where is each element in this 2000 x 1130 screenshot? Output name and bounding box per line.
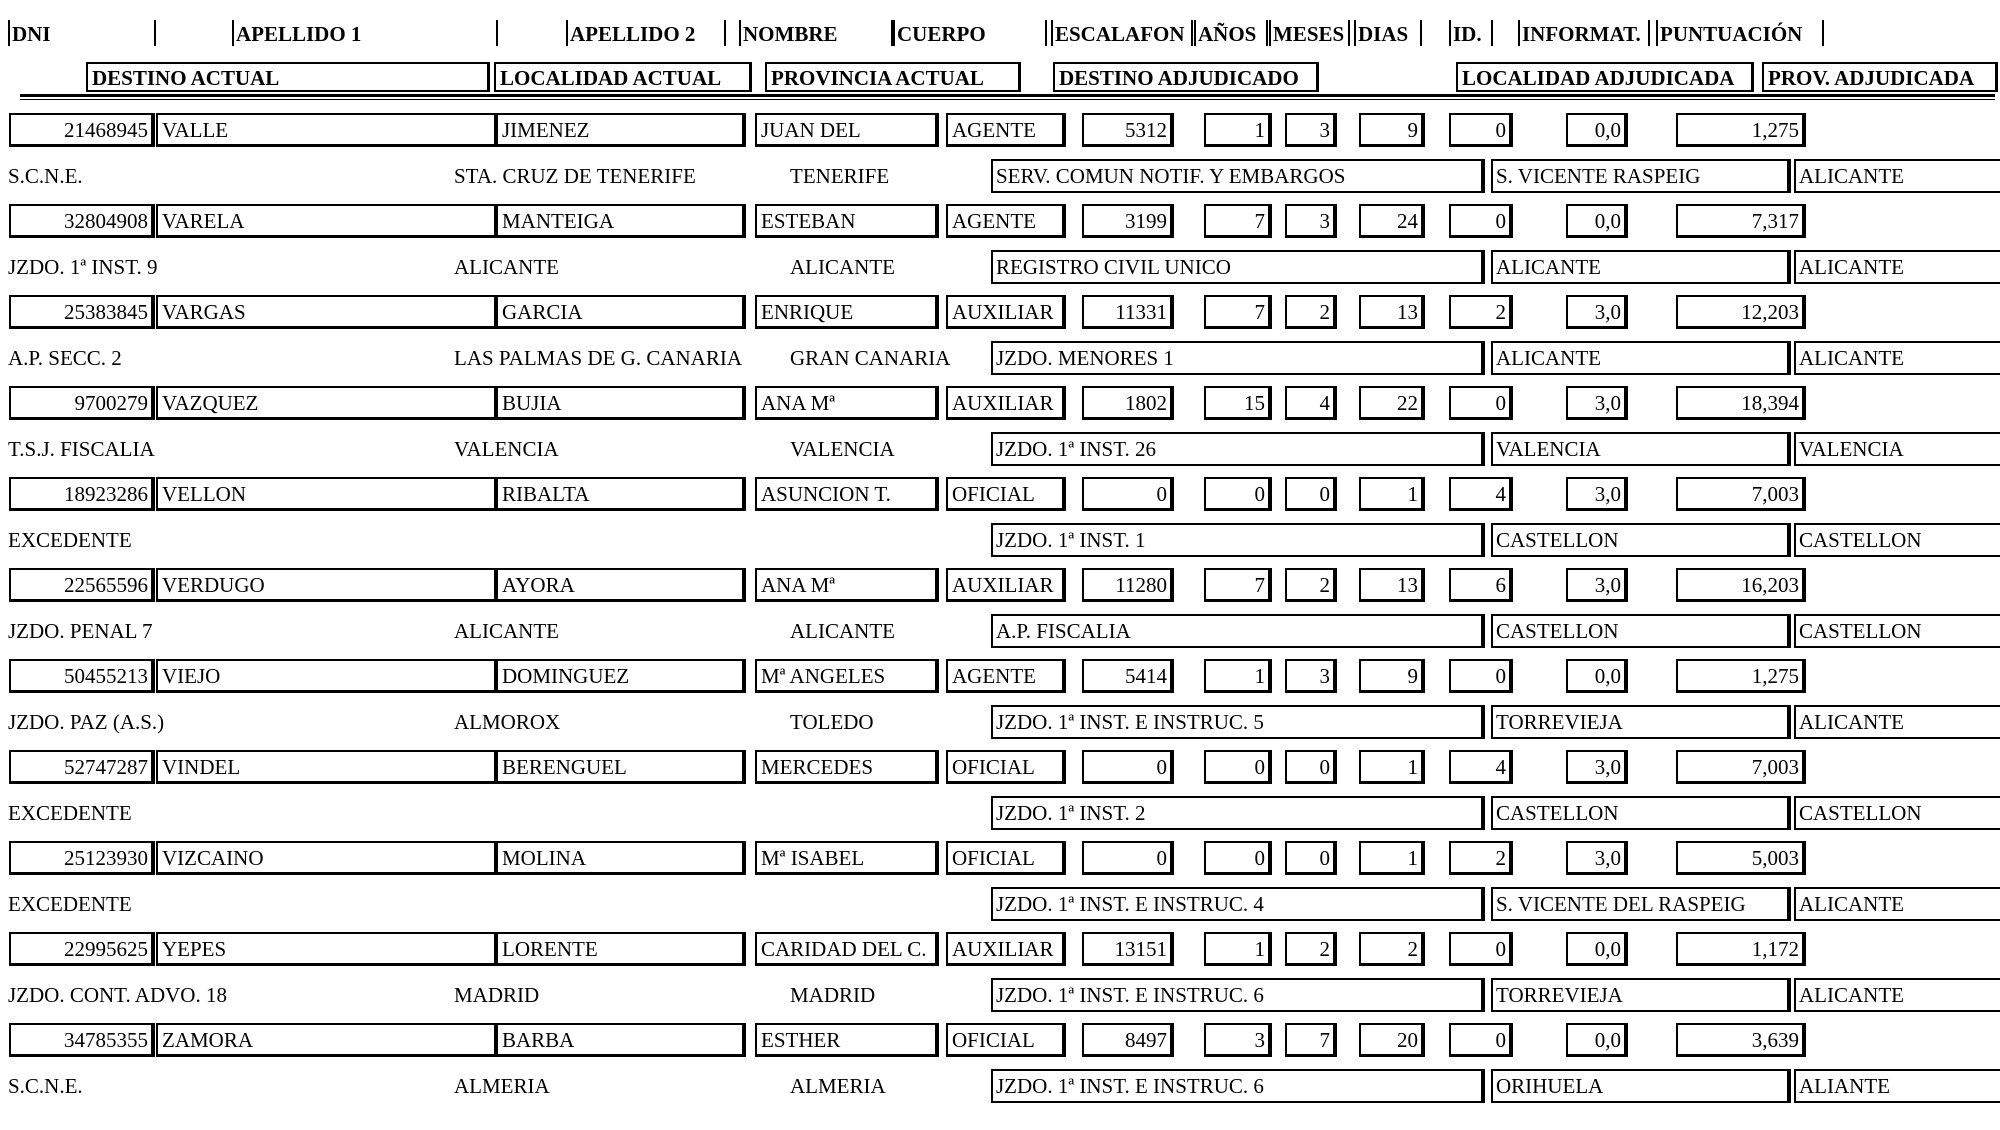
cell-ap2: AYORA: [496, 568, 746, 602]
cell-destino-actual: JZDO. CONT. ADVO. 18: [8, 983, 227, 1007]
cell-puntuacion: 3,639: [1676, 1023, 1806, 1057]
cell-destino-actual: S.C.N.E.: [8, 164, 83, 188]
cell-nombre: ANA Mª: [755, 386, 939, 420]
cell-meses: 7: [1285, 1023, 1337, 1057]
cell-provincia-actual: ALICANTE: [790, 255, 895, 279]
cell-localidad-actual: LAS PALMAS DE G. CANARIA: [454, 346, 743, 370]
cell-ap1: VELLON: [156, 477, 498, 511]
cell-puntuacion: 1,275: [1676, 113, 1806, 147]
cell-prov-adjudicada: VALENCIA: [1794, 432, 2000, 466]
cell-puntuacion: 18,394: [1676, 386, 1806, 420]
cell-puntuacion: 1,275: [1676, 659, 1806, 693]
cell-ap2: MOLINA: [496, 841, 746, 875]
cell-localidad-adjudicada: TORREVIEJA: [1491, 705, 1791, 739]
cell-cuerpo: AUXILIAR: [946, 295, 1066, 329]
cell-escalafon: 8497: [1082, 1023, 1174, 1057]
cell-id: 4: [1449, 750, 1513, 784]
cell-nombre: Mª ISABEL: [755, 841, 939, 875]
cell-informat: 3,0: [1566, 568, 1628, 602]
cell-informat: 0,0: [1566, 659, 1628, 693]
cell-provincia-actual: ALMERIA: [790, 1074, 886, 1098]
cell-destino-adjudicado: SERV. COMUN NOTIF. Y EMBARGOS: [991, 159, 1485, 193]
cell-destino-actual: JZDO. PAZ (A.S.): [8, 710, 165, 734]
cell-id: 0: [1449, 659, 1513, 693]
cell-ap1: VINDEL: [156, 750, 498, 784]
cell-ap2: RIBALTA: [496, 477, 746, 511]
cell-ap2: JIMENEZ: [496, 113, 746, 147]
cell-ap1: VARELA: [156, 204, 498, 238]
cell-cuerpo: AGENTE: [946, 659, 1066, 693]
cell-puntuacion: 7,003: [1676, 477, 1806, 511]
header-dni: DNI: [8, 20, 156, 46]
cell-escalafon: 3199: [1082, 204, 1174, 238]
cell-cuerpo: AUXILIAR: [946, 386, 1066, 420]
cell-nombre: ASUNCION T.: [755, 477, 939, 511]
cell-id: 0: [1449, 1023, 1513, 1057]
cell-escalafon: 0: [1082, 841, 1174, 875]
cell-anos: 3: [1204, 1023, 1272, 1057]
cell-prov-adjudicada: ALICANTE: [1794, 705, 2000, 739]
cell-dias: 1: [1359, 477, 1425, 511]
cell-meses: 0: [1285, 750, 1337, 784]
cell-localidad-actual: VALENCIA: [454, 437, 559, 461]
cell-nombre: ESTHER: [755, 1023, 939, 1057]
cell-dias: 22: [1359, 386, 1425, 420]
cell-anos: 0: [1204, 841, 1272, 875]
cell-destino-actual: EXCEDENTE: [8, 892, 132, 916]
cell-nombre: ENRIQUE: [755, 295, 939, 329]
cell-nombre: JUAN DEL: [755, 113, 939, 147]
cell-localidad-adjudicada: S. VICENTE RASPEIG: [1491, 159, 1791, 193]
cell-destino-actual: S.C.N.E.: [8, 1074, 83, 1098]
cell-nombre: Mª ANGELES: [755, 659, 939, 693]
cell-dni: 22565596: [9, 568, 155, 602]
cell-dias: 9: [1359, 113, 1425, 147]
cell-anos: 1: [1204, 932, 1272, 966]
cell-ap1: VERDUGO: [156, 568, 498, 602]
cell-provincia-actual: MADRID: [790, 983, 876, 1007]
cell-anos: 7: [1204, 568, 1272, 602]
cell-informat: 3,0: [1566, 841, 1628, 875]
cell-anos: 0: [1204, 477, 1272, 511]
cell-escalafon: 5414: [1082, 659, 1174, 693]
header-apellido1: APELLIDO 1: [232, 20, 498, 46]
header-puntuacion: PUNTUACIÓN: [1656, 20, 1824, 46]
header-escalafon: ESCALAFON: [1051, 20, 1193, 46]
cell-id: 2: [1449, 295, 1513, 329]
cell-localidad-adjudicada: S. VICENTE DEL RASPEIG: [1491, 887, 1791, 921]
cell-dni: 25123930: [9, 841, 155, 875]
cell-meses: 2: [1285, 295, 1337, 329]
cell-prov-adjudicada: ALICANTE: [1794, 341, 2000, 375]
header-dias: DIAS: [1354, 20, 1422, 46]
cell-prov-adjudicada: ALICANTE: [1794, 978, 2000, 1012]
cell-localidad-adjudicada: CASTELLON: [1491, 796, 1791, 830]
cell-localidad-adjudicada: VALENCIA: [1491, 432, 1791, 466]
cell-destino-adjudicado: JZDO. 1ª INST. E INSTRUC. 6: [991, 1069, 1485, 1103]
cell-ap2: LORENTE: [496, 932, 746, 966]
cell-localidad-actual: ALICANTE: [454, 255, 559, 279]
cell-anos: 0: [1204, 750, 1272, 784]
cell-escalafon: 1802: [1082, 386, 1174, 420]
cell-dni: 32804908: [9, 204, 155, 238]
cell-cuerpo: AGENTE: [946, 204, 1066, 238]
cell-nombre: CARIDAD DEL C.: [755, 932, 939, 966]
cell-escalafon: 5312: [1082, 113, 1174, 147]
cell-informat: 3,0: [1566, 477, 1628, 511]
header-prov-adjudicada: PROV. ADJUDICADA: [1762, 62, 1998, 92]
header-cuerpo: CUERPO: [893, 20, 1047, 46]
cell-dni: 34785355: [9, 1023, 155, 1057]
cell-informat: 0,0: [1566, 1023, 1628, 1057]
header-destino-adjudicado: DESTINO ADJUDICADO: [1053, 62, 1319, 92]
cell-provincia-actual: TOLEDO: [790, 710, 874, 734]
cell-destino-adjudicado: JZDO. 1ª INST. E INSTRUC. 6: [991, 978, 1485, 1012]
cell-dias: 20: [1359, 1023, 1425, 1057]
cell-ap1: YEPES: [156, 932, 498, 966]
cell-localidad-actual: STA. CRUZ DE TENERIFE: [454, 164, 696, 188]
cell-meses: 0: [1285, 841, 1337, 875]
cell-ap1: VIZCAINO: [156, 841, 498, 875]
cell-escalafon: 11280: [1082, 568, 1174, 602]
cell-destino-adjudicado: JZDO. 1ª INST. E INSTRUC. 4: [991, 887, 1485, 921]
cell-ap2: GARCIA: [496, 295, 746, 329]
cell-prov-adjudicada: CASTELLON: [1794, 796, 2000, 830]
cell-dias: 9: [1359, 659, 1425, 693]
cell-prov-adjudicada: CASTELLON: [1794, 614, 2000, 648]
cell-nombre: ESTEBAN: [755, 204, 939, 238]
header-localidad-actual: LOCALIDAD ACTUAL: [494, 62, 752, 92]
header-anos: AÑOS: [1194, 20, 1268, 46]
cell-destino-adjudicado: JZDO. 1ª INST. E INSTRUC. 5: [991, 705, 1485, 739]
header-localidad-adjudicada: LOCALIDAD ADJUDICADA: [1456, 62, 1754, 92]
cell-cuerpo: OFICIAL: [946, 1023, 1066, 1057]
cell-dni: 52747287: [9, 750, 155, 784]
cell-prov-adjudicada: CASTELLON: [1794, 523, 2000, 557]
cell-destino-actual: EXCEDENTE: [8, 528, 132, 552]
cell-escalafon: 13151: [1082, 932, 1174, 966]
cell-puntuacion: 1,172: [1676, 932, 1806, 966]
cell-prov-adjudicada: ALICANTE: [1794, 159, 2000, 193]
cell-provincia-actual: VALENCIA: [790, 437, 895, 461]
cell-destino-adjudicado: A.P. FISCALIA: [991, 614, 1485, 648]
cell-dni: 18923286: [9, 477, 155, 511]
cell-cuerpo: AUXILIAR: [946, 932, 1066, 966]
cell-id: 0: [1449, 113, 1513, 147]
cell-destino-actual: JZDO. 1ª INST. 9: [8, 255, 158, 279]
cell-provincia-actual: GRAN CANARIA: [790, 346, 951, 370]
cell-meses: 0: [1285, 477, 1337, 511]
cell-destino-actual: A.P. SECC. 2: [8, 346, 122, 370]
cell-dni: 9700279: [9, 386, 155, 420]
cell-puntuacion: 5,003: [1676, 841, 1806, 875]
cell-informat: 0,0: [1566, 932, 1628, 966]
cell-dias: 24: [1359, 204, 1425, 238]
cell-prov-adjudicada: ALICANTE: [1794, 887, 2000, 921]
cell-escalafon: 0: [1082, 750, 1174, 784]
cell-localidad-adjudicada: TORREVIEJA: [1491, 978, 1791, 1012]
cell-anos: 15: [1204, 386, 1272, 420]
cell-ap2: DOMINGUEZ: [496, 659, 746, 693]
cell-destino-adjudicado: JZDO. 1ª INST. 2: [991, 796, 1485, 830]
cell-id: 6: [1449, 568, 1513, 602]
cell-id: 0: [1449, 204, 1513, 238]
cell-informat: 3,0: [1566, 750, 1628, 784]
cell-provincia-actual: ALICANTE: [790, 619, 895, 643]
cell-ap1: VALLE: [156, 113, 498, 147]
cell-informat: 0,0: [1566, 204, 1628, 238]
cell-nombre: MERCEDES: [755, 750, 939, 784]
cell-destino-adjudicado: REGISTRO CIVIL UNICO: [991, 250, 1485, 284]
cell-destino-actual: T.S.J. FISCALIA: [8, 437, 155, 461]
cell-puntuacion: 7,317: [1676, 204, 1806, 238]
cell-localidad-adjudicada: ALICANTE: [1491, 341, 1791, 375]
cell-cuerpo: OFICIAL: [946, 477, 1066, 511]
cell-destino-adjudicado: JZDO. 1ª INST. 1: [991, 523, 1485, 557]
header-meses: MESES: [1269, 20, 1350, 46]
cell-nombre: ANA Mª: [755, 568, 939, 602]
cell-puntuacion: 16,203: [1676, 568, 1806, 602]
cell-informat: 0,0: [1566, 113, 1628, 147]
cell-anos: 7: [1204, 204, 1272, 238]
cell-localidad-adjudicada: ALICANTE: [1491, 250, 1791, 284]
cell-dias: 13: [1359, 568, 1425, 602]
cell-localidad-adjudicada: CASTELLON: [1491, 523, 1791, 557]
cell-ap1: VAZQUEZ: [156, 386, 498, 420]
cell-ap1: VARGAS: [156, 295, 498, 329]
header-provincia-actual: PROVINCIA ACTUAL: [765, 62, 1021, 92]
header-rule-thin: [20, 99, 1995, 100]
cell-destino-adjudicado: JZDO. MENORES 1: [991, 341, 1485, 375]
header-apellido2: APELLIDO 2: [566, 20, 726, 46]
cell-dias: 1: [1359, 750, 1425, 784]
header-rule: [20, 94, 1995, 97]
cell-meses: 4: [1285, 386, 1337, 420]
cell-prov-adjudicada: ALIANTE: [1794, 1069, 2000, 1103]
cell-dias: 13: [1359, 295, 1425, 329]
cell-puntuacion: 7,003: [1676, 750, 1806, 784]
cell-anos: 1: [1204, 659, 1272, 693]
cell-ap2: BERENGUEL: [496, 750, 746, 784]
cell-localidad-adjudicada: ORIHUELA: [1491, 1069, 1791, 1103]
cell-meses: 2: [1285, 568, 1337, 602]
header-id: ID.: [1449, 20, 1493, 46]
cell-destino-actual: JZDO. PENAL 7: [8, 619, 153, 643]
cell-escalafon: 0: [1082, 477, 1174, 511]
cell-destino-adjudicado: JZDO. 1ª INST. 26: [991, 432, 1485, 466]
cell-destino-actual: EXCEDENTE: [8, 801, 132, 825]
cell-ap1: VIEJO: [156, 659, 498, 693]
cell-provincia-actual: TENERIFE: [790, 164, 890, 188]
cell-ap2: BARBA: [496, 1023, 746, 1057]
cell-id: 4: [1449, 477, 1513, 511]
cell-dni: 25383845: [9, 295, 155, 329]
cell-informat: 3,0: [1566, 295, 1628, 329]
header-nombre: NOMBRE: [739, 20, 893, 46]
cell-dni: 50455213: [9, 659, 155, 693]
cell-localidad-actual: MADRID: [454, 983, 540, 1007]
header-destino-actual: DESTINO ACTUAL: [86, 62, 490, 92]
cell-prov-adjudicada: ALICANTE: [1794, 250, 2000, 284]
cell-cuerpo: OFICIAL: [946, 841, 1066, 875]
cell-dni: 21468945: [9, 113, 155, 147]
cell-meses: 3: [1285, 204, 1337, 238]
cell-dias: 1: [1359, 841, 1425, 875]
cell-informat: 3,0: [1566, 386, 1628, 420]
cell-cuerpo: AGENTE: [946, 113, 1066, 147]
cell-id: 2: [1449, 841, 1513, 875]
cell-cuerpo: OFICIAL: [946, 750, 1066, 784]
cell-anos: 7: [1204, 295, 1272, 329]
cell-ap2: MANTEIGA: [496, 204, 746, 238]
cell-meses: 3: [1285, 113, 1337, 147]
cell-cuerpo: AUXILIAR: [946, 568, 1066, 602]
cell-localidad-adjudicada: CASTELLON: [1491, 614, 1791, 648]
cell-puntuacion: 12,203: [1676, 295, 1806, 329]
cell-localidad-actual: ALMERIA: [454, 1074, 550, 1098]
cell-id: 0: [1449, 386, 1513, 420]
cell-dias: 2: [1359, 932, 1425, 966]
cell-dni: 22995625: [9, 932, 155, 966]
cell-localidad-actual: ALICANTE: [454, 619, 559, 643]
cell-id: 0: [1449, 932, 1513, 966]
header-informat: INFORMAT.: [1518, 20, 1650, 46]
cell-localidad-actual: ALMOROX: [454, 710, 561, 734]
cell-ap2: BUJIA: [496, 386, 746, 420]
cell-ap1: ZAMORA: [156, 1023, 498, 1057]
cell-meses: 2: [1285, 932, 1337, 966]
cell-escalafon: 11331: [1082, 295, 1174, 329]
cell-meses: 3: [1285, 659, 1337, 693]
cell-anos: 1: [1204, 113, 1272, 147]
